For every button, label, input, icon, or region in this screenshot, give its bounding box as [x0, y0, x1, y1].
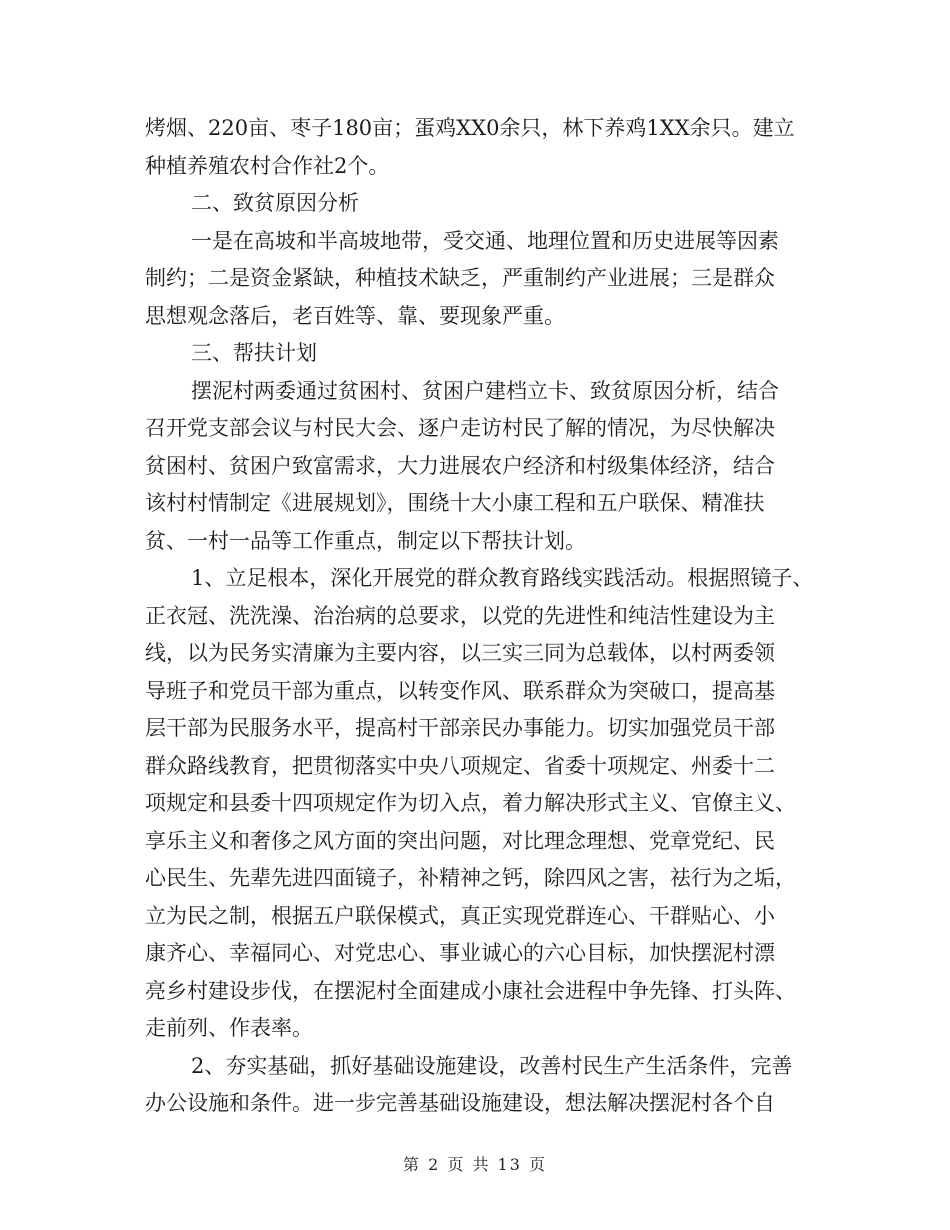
text-line: 线，以为民务实清廉为主要内容，以三实三同为总载体，以村两委领: [145, 641, 775, 665]
text-line: 导班子和党员干部为重点，以转变作风、联系群众为突破口，提高基: [145, 678, 775, 703]
text-line: 层干部为民服务水平，提高村干部亲民办事能力。切实加强党员干部: [145, 716, 775, 740]
text-line: 种植养殖农村合作社2个。: [145, 153, 390, 178]
text-line: 享乐主义和奢侈之风方面的突出问题，对比理念理想、党章党纪、民: [145, 828, 775, 853]
text-line: 1、立足根本，深化开展党的群众教育路线实践活动。根据照镜子、: [191, 566, 814, 590]
page-number: 第 2 页 共 13 页: [403, 1155, 547, 1174]
text-line: 制约；二是资金紧缺，种植技术缺乏，严重制约产业进展；三是群众: [145, 266, 775, 290]
text-line: 二、致贫原因分析: [191, 191, 359, 215]
text-line: 摆泥村两委通过贫困村、贫困户建档立卡、致贫原因分析，结合: [191, 378, 779, 403]
text-line: 亮乡村建设步伐，在摆泥村全面建成小康社会进程中争先锋、打头阵、: [145, 978, 796, 1003]
text-line: 贫困村、贫困户致富需求，大力进展农户经济和村级集体经济，结合: [145, 453, 775, 478]
text-line: 正衣冠、洗洗澡、治治病的总要求，以党的先进性和纯洁性建设为主: [145, 603, 775, 628]
text-line: 心民生、先辈先进四面镜子，补精神之钙，除四风之害，祛行为之垢，: [145, 866, 796, 890]
text-line: 立为民之制，根据五户联保模式，真正实现党群连心、干群贴心、小: [145, 903, 775, 928]
text-line: 烤烟、220亩、枣子180亩；蛋鸡XX0余只，林下养鸡1XX余只。建立: [145, 116, 795, 140]
document-body: [145, 110, 814, 1123]
text-line: 贫、一村一品等工作重点，制定以下帮扶计划。: [145, 528, 586, 553]
text-line: 三、帮扶计划: [191, 341, 317, 365]
text-line: 该村村情制定《进展规划》，围绕十大小康工程和五户联保、精准扶: [145, 491, 765, 515]
text-line: 思想观念落后，老百姓等、靠、要现象严重。: [145, 303, 565, 328]
text-line: 一是在高坡和半高坡地带，受交通、地理位置和历史进展等因素: [191, 228, 779, 253]
text-line: 办公设施和条件。进一步完善基础设施建设，想法解决摆泥村各个自: [145, 1091, 775, 1115]
text-line: 群众路线教育，把贯彻落实中央八项规定、省委十项规定、州委十二: [145, 753, 775, 778]
text-line: 康齐心、幸福同心、对党忠心、事业诚心的六心目标，加快摆泥村漂: [145, 941, 775, 965]
text-line: 项规定和县委十四项规定作为切入点，着力解决形式主义、官僚主义、: [145, 791, 796, 815]
text-line: 走前列、作表率。: [145, 1016, 313, 1040]
text-line: 2、夯实基础，抓好基础设施建设，改善村民生产生活条件，完善: [191, 1053, 793, 1078]
text-line: 召开党支部会议与村民大会、逐户走访村民了解的情况，为尽快解决: [145, 416, 775, 440]
